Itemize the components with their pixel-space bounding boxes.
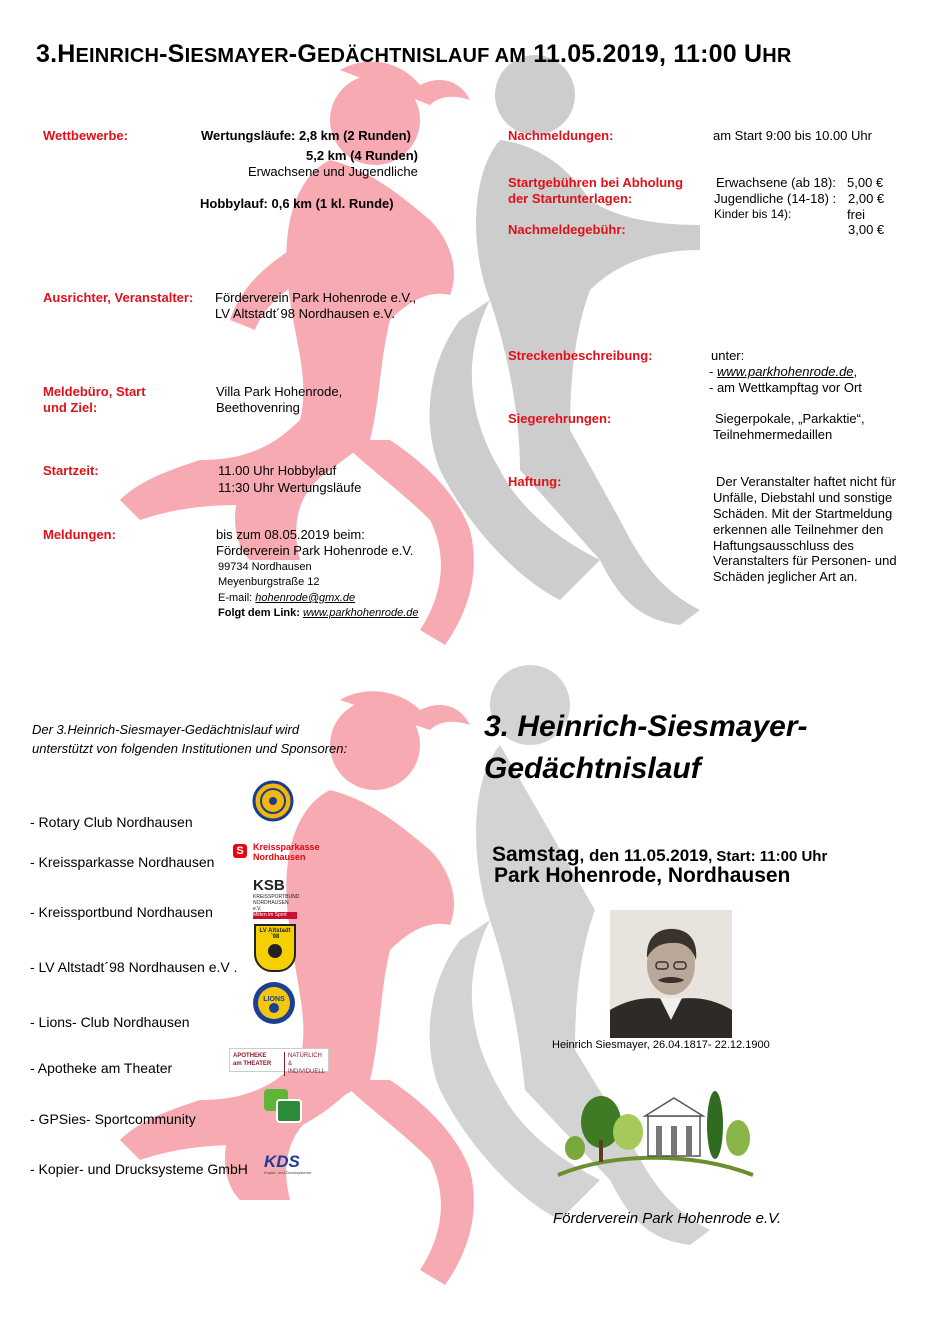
event-place: Park Hohenrode, Nordhausen: [494, 864, 791, 887]
wertung-line3: Erwachsene und Jugendliche: [248, 164, 418, 179]
event-date: , den 11.05.2019: [579, 846, 709, 865]
strecke-line2: [709, 364, 857, 380]
haftung-line-3: Schäden. Mit der Startmeldung: [713, 506, 893, 521]
fee-3-value: frei: [847, 207, 866, 222]
flyer-title-line-2: Gedächtnislauf: [484, 752, 701, 785]
startgebuehren-label-2: der Startunterlagen:: [508, 191, 633, 206]
meldungen-line2: Förderverein Park Hohenrode e.V.: [216, 543, 414, 558]
hobbylauf-line: Hobbylauf: 0,6 km (1 kl. Runde): [200, 196, 394, 211]
page-title: 3.HEINRICH-SIESMAYER-GEDÄCHTNISLAUF AM 11.05.2019, 11:00 UHR: [36, 40, 792, 68]
meldungen-line4: Meyenburgstraße 12: [218, 576, 320, 588]
sponsor-kds: - Kopier- und Drucksysteme GmbH: [30, 1161, 248, 1177]
website-link[interactable]: www.parkhohenrode.de: [302, 607, 419, 619]
link-line: [218, 606, 419, 620]
svg-text:LIONS: LIONS: [263, 996, 285, 1003]
nachmeldungen-label: Nachmeldungen:: [508, 128, 614, 143]
meldungen-label: Meldungen:: [43, 527, 116, 542]
haftung-line-5: Haftungsausschluss des: [713, 538, 854, 553]
haftung-line-6: Veranstalters für Personen- und: [713, 553, 897, 568]
email-link[interactable]: hohenrode@gmx.de: [255, 592, 356, 604]
haftung-line-2: Unfälle, Diebstahl und sonstige: [713, 490, 893, 505]
fee-3-name: Kinder bis 14):: [714, 207, 792, 221]
gpsies-logo: [264, 1089, 298, 1121]
strecke-line1: unter:: [711, 348, 745, 363]
haftung-label: Haftung:: [508, 474, 562, 489]
strecke-line2-suffix: ,: [853, 364, 858, 379]
kds-logo: KDS Kopier- und Drucksysteme: [264, 1152, 312, 1175]
startzeit-line2: 11:30 Uhr Wertungsläufe: [218, 480, 362, 495]
rotary-logo: [249, 780, 297, 822]
flyer-title: [484, 706, 807, 790]
ksb-logo: KSB KREISSPORTBUND NORDHAUSEN e.V. Mitten im Sport: [253, 877, 300, 918]
sponsor-lions: - Lions- Club Nordhausen: [30, 1014, 190, 1030]
fee-1-name: Erwachsene (ab 18):: [716, 175, 836, 190]
sieger-line1: Siegerpokale, „Parkaktie“,: [715, 411, 865, 426]
sponsor-apotheke: - Apotheke am Theater: [30, 1060, 173, 1076]
wertung-line1: Wertungsläufe: 2,8 km (2 Runden): [201, 128, 411, 143]
sponsor-gpsies: - GPSies- Sportcommunity: [30, 1111, 196, 1127]
event-start-time: , Start: 11:00 Uhr: [708, 848, 828, 865]
meldebuero-line2: Beethovenring: [216, 400, 300, 415]
wettbewerbe-label: Wettbewerbe:: [43, 128, 128, 143]
organizer-name: Förderverein Park Hohenrode e.V.: [553, 1210, 782, 1227]
portrait-caption: Heinrich Siesmayer, 26.04.1817- 22.12.1900: [552, 1039, 770, 1051]
email-prefix: E-mail:: [218, 592, 256, 604]
fee-2-name: Jugendliche (14-18) :: [714, 191, 837, 206]
link-prefix: Folgt dem Link:: [218, 607, 303, 619]
sponsor-kreissportbund: - Kreissportbund Nordhausen: [30, 904, 213, 920]
startzeit-line1: 11.00 Uhr Hobbylauf: [218, 463, 337, 478]
meldebuero-label-2: und Ziel:: [43, 400, 98, 415]
meldungen-line1: bis zum 08.05.2019 beim:: [216, 527, 365, 542]
nachmeldungen-value: am Start 9:00 bis 10.00 Uhr: [713, 128, 872, 143]
lions-logo: [251, 980, 297, 1026]
park-hohenrode-logo: [553, 1080, 758, 1180]
startgebuehren-label-1: Startgebühren bei Abholung: [508, 175, 684, 190]
nachmeldegebuehr-value: 3,00 €: [848, 222, 885, 237]
sponsor-rotary: - Rotary Club Nordhausen: [30, 814, 193, 830]
kreissparkasse-logo: S Kreissparkasse Nordhausen: [233, 842, 325, 866]
strecke-line3: - am Wettkampftag vor Ort: [709, 380, 862, 395]
wertung-line2: 5,2 km (4 Runden): [306, 148, 418, 163]
strecke-label: Streckenbeschreibung:: [508, 348, 653, 363]
sponsors-intro: Der 3.Heinrich-Siesmayer-Gedächtnislauf wird unterstützt von folgenden Institutionen und Sponsoren:: [32, 722, 348, 756]
siesmayer-portrait: [610, 910, 732, 1038]
meldebuero-label-1: Meldebüro, Start: [43, 384, 146, 399]
meldungen-line3: 99734 Nordhausen: [218, 561, 312, 573]
fee-1-value: 5,00 €: [847, 175, 884, 190]
startzeit-label: Startzeit:: [43, 463, 99, 478]
sponsor-lv-altstadt: - LV Altstadt´98 Nordhausen e.V .: [30, 959, 238, 975]
strecke-line2-prefix: -: [709, 364, 717, 379]
nachmeldegebuehr-label: Nachmeldegebühr:: [508, 222, 626, 237]
email-line: [218, 591, 355, 605]
haftung-line-7: Schäden jeglicher Art an.: [713, 569, 858, 584]
sponsor-kreissparkasse: - Kreissparkasse Nordhausen: [30, 854, 215, 870]
kreissparkasse-logo-text: Kreissparkasse Nordhausen: [253, 842, 320, 862]
ausrichter-line1: Förderverein Park Hohenrode e.V.,: [215, 290, 417, 305]
ausrichter-line2: LV Altstadt´98 Nordhausen e.V.: [215, 306, 395, 321]
siegerehrungen-label: Siegerehrungen:: [508, 411, 612, 426]
ausrichter-label: Ausrichter, Veranstalter:: [43, 290, 194, 305]
meldebuero-line1: Villa Park Hohenrode,: [216, 384, 343, 399]
event-day: Samstag: [492, 843, 580, 866]
strecke-website-link[interactable]: www.parkhohenrode.de: [716, 364, 854, 379]
haftung-line-1: Der Veranstalter haftet nicht für: [716, 474, 896, 489]
flyer-title-line-1: 3. Heinrich-Siesmayer-: [484, 710, 808, 743]
sieger-line2: Teilnehmermedaillen: [713, 427, 833, 442]
haftung-line-4: erkennen alle Teilnehmer den: [713, 522, 884, 537]
apotheke-logo: APOTHEKE am THEATER NATÜRLICH & INDIVIDUELL: [229, 1048, 329, 1072]
lv-altstadt-logo: LV Altstadt´98: [254, 924, 296, 972]
fee-2-value: 2,00 €: [848, 191, 885, 206]
